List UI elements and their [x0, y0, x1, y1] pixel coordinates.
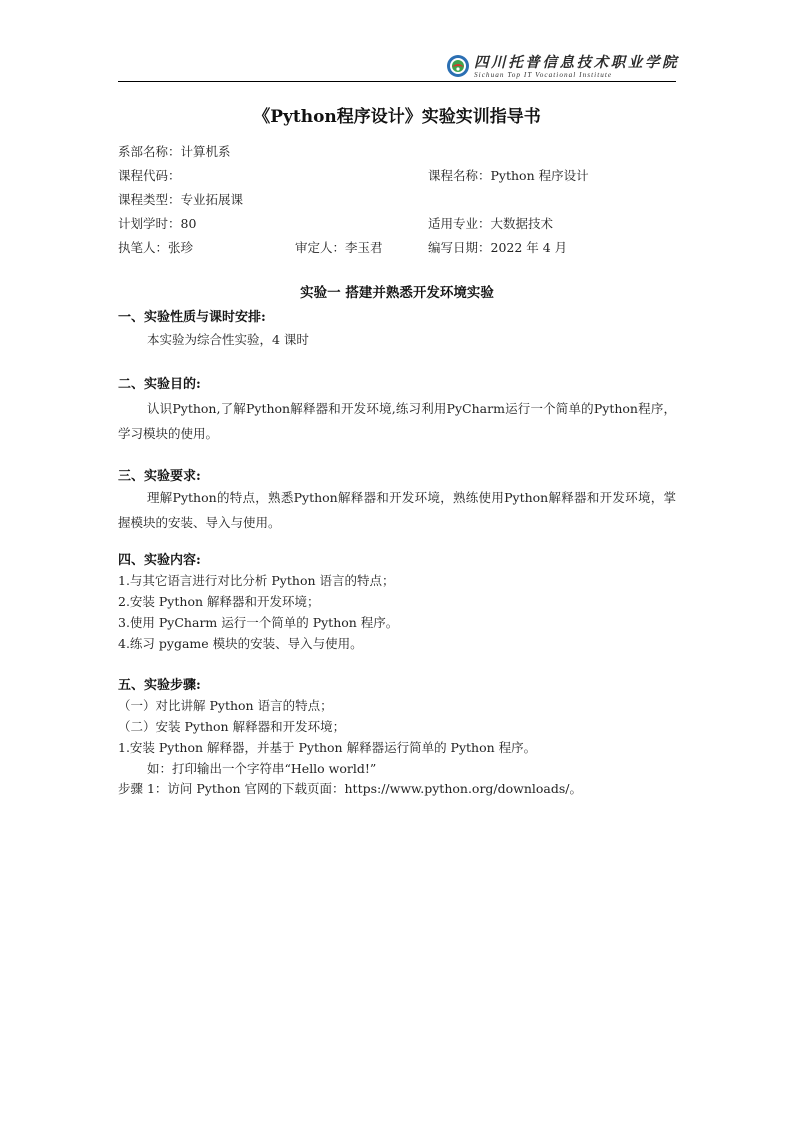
- section-paragraph: 认识Python,了解Python解释器和开发环境,练习利用PyCharm运行一个简单的Python程序，学习模块的使用。: [118, 401, 676, 441]
- logo-english-name: Sichuan Top IT Vocational Institute: [474, 71, 613, 79]
- content-list-item: 4.练习 pygame 模块的安装、导入与使用。: [118, 636, 363, 651]
- step-item: 1.安装 Python 解释器，并基于 Python 解释器运行简单的 Python 程序。: [118, 740, 537, 755]
- course-type-field: 课程类型：专业拓展课: [118, 192, 244, 207]
- content-list-item: 2.安装 Python 解释器和开发环境；: [118, 594, 320, 609]
- section-heading: 一、实验性质与课时安排:: [118, 310, 266, 325]
- section-heading: 三、实验要求:: [118, 469, 201, 484]
- major-field: 适用专业：大数据技术: [428, 216, 554, 231]
- section-heading: 四、实验内容:: [118, 553, 201, 568]
- school-emblem-icon: [446, 54, 470, 78]
- section-heading: 五、实验步骤:: [118, 678, 201, 693]
- step-1-line: 步骤 1：访问 Python 官网的下载页面：https://www.python.org/downloads/。: [118, 781, 583, 796]
- section-paragraph: 本实验为综合性实验，4 课时: [147, 332, 309, 347]
- school-logo: [446, 54, 678, 82]
- reviewer-field: 审定人：李玉君: [295, 240, 383, 255]
- experiment-title: 实验一 搭建并熟悉开发环境实验: [300, 285, 494, 301]
- content-list-item: 1.与其它语言进行对比分析 Python 语言的特点；: [118, 573, 395, 588]
- logo-chinese-name: 四川托普信息技术职业学院: [474, 54, 680, 71]
- planned-hours-field: 计划学时：80: [118, 216, 197, 231]
- author-field: 执笔人：张珍: [118, 240, 194, 255]
- example-line: 如：打印输出一个字符串“Hello world!”: [147, 761, 377, 776]
- document-title: 《Python程序设计》实验实训指导书: [253, 107, 541, 127]
- content-list-item: 3.使用 PyCharm 运行一个简单的 Python 程序。: [118, 615, 399, 630]
- section-paragraph: 理解Python的特点，熟悉Python解释器和开发环境，熟练使用Python解释器和开发环境，掌握模块的安装、导入与使用。: [118, 490, 676, 530]
- date-field: 编写日期：2022 年 4 月: [428, 240, 568, 255]
- course-name-field: 课程名称：Python 程序设计: [428, 168, 589, 183]
- course-code-field: 课程代码：: [118, 168, 181, 183]
- header-rule: [118, 81, 676, 82]
- section-heading: 二、实验目的:: [118, 377, 201, 392]
- department-field: 系部名称：计算机系: [118, 144, 231, 159]
- step-item: （一）对比讲解 Python 语言的特点；: [118, 698, 333, 713]
- step-item: （二）安装 Python 解释器和开发环境；: [118, 719, 346, 734]
